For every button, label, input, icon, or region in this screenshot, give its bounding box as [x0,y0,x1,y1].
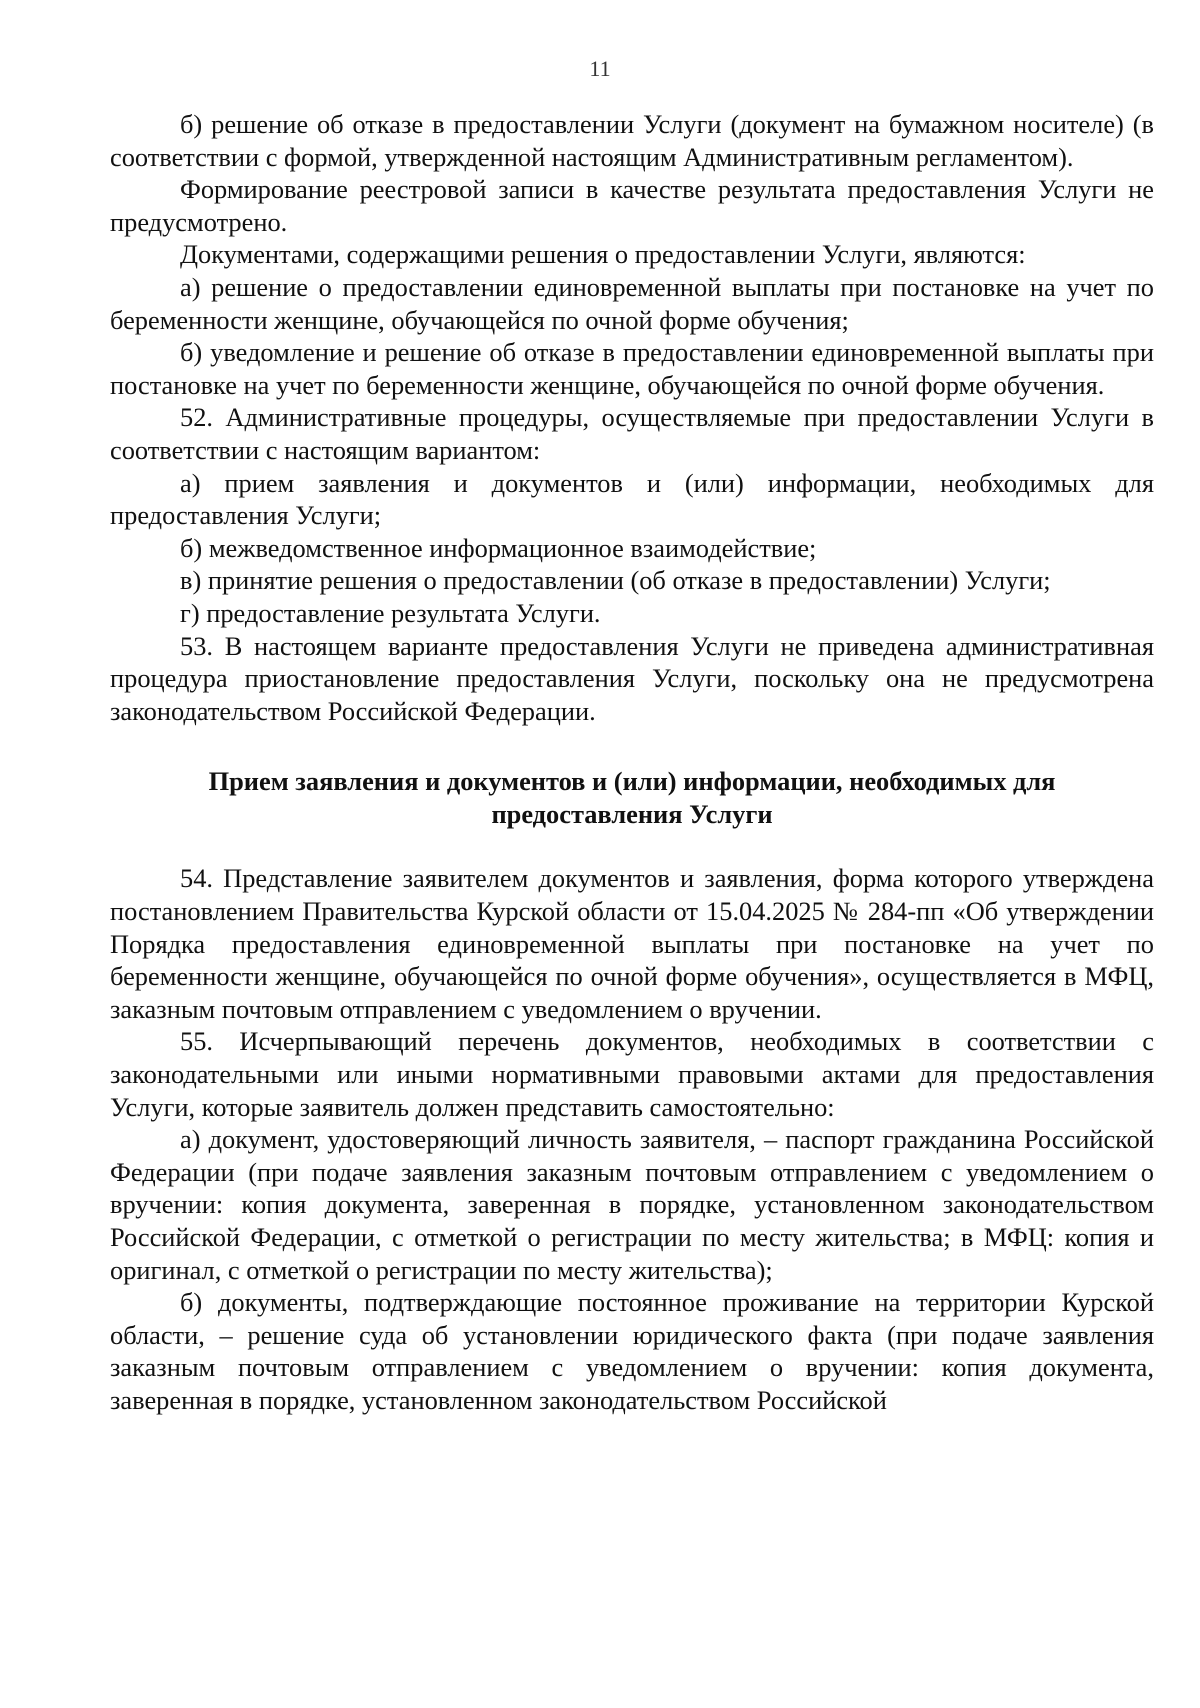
paragraph: 55. Исчерпывающий перечень документов, необходимых в соответствии с законодательными или иными нормативными правовыми актами для предоставления Услуги, которые заявитель должен представить самостоятельно: [110,1026,1154,1122]
paragraph: Формирование реестровой записи в качестве результата предоставления Услуги не предусмотрено. [110,174,1154,237]
section-heading: Прием заявления и документов и (или) информации, необходимых для предоставления Услуги [208,766,1056,829]
paragraph: а) прием заявления и документов и (или) информации, необходимых для предоставления Услуги; [110,467,1154,531]
paragraph: а) решение о предоставлении единовременной выплаты при постановке на учет по беременности женщине, обучающейся по очной форме обучения; [110,271,1154,335]
paragraph: б) межведомственное информационное взаимодействие; [180,532,817,563]
paragraph: б) документы, подтверждающие постоянное проживание на территории Курской области, – решение суда об установлении юридического факта (при подаче заявления заказным почтовым отправлением с уведомлением о вручении: копия документа, заверенная в порядке, установленном законодательством Российской [110,1287,1154,1415]
document-body [110,108,1154,1417]
paragraph: б) решение об отказе в предоставлении Услуги (документ на бумажном носителе) (в соответствии с формой, утвержденной настоящим Административным регламентом). [110,109,1154,172]
paragraph: в) принятие решения о предоставлении (об отказе в предоставлении) Услуги; [180,565,1051,596]
paragraph: 52. Административные процедуры, осуществляемые при предоставлении Услуги в соответствии с настоящим вариантом: [110,402,1154,465]
paragraph: б) уведомление и решение об отказе в предоставлении единовременной выплаты при постановке на учет по беременности женщине, обучающейся по очной форме обучения. [110,337,1154,400]
paragraph: Документами, содержащими решения о предоставлении Услуги, являются: [180,239,1026,270]
page-number: 11 [589,56,611,81]
paragraph: а) документ, удостоверяющий личность заявителя, – паспорт гражданина Российской Федерации (при подаче заявления заказным почтовым отправлением с уведомлением о вручении: копия документа, заверенная в порядке, установленном законодательством Российской Федерации, с отметкой о регистрации по месту жительства; в МФЦ: копия и оригинал, с отметкой о регистрации по месту жительства); [110,1124,1154,1285]
paragraph: г) предоставление результата Услуги. [180,597,601,628]
paragraph: 54. Представление заявителем документов и заявления, форма которого утверждена постановлением Правительства Курской области от 15.04.2025 № 284-пп «Об утверждении Порядка предоставления единовременной выплаты при постановке на учет по беременности женщине, обучающейся по очной форме обучения», осуществляется в МФЦ, заказным почтовым отправлением с уведомлением о вручении. [110,863,1154,1024]
paragraph: 53. В настоящем варианте предоставления Услуги не приведена административная процедура приостановление предоставления Услуги, поскольку она не предусмотрена законодательством Российской Федерации. [110,630,1154,726]
